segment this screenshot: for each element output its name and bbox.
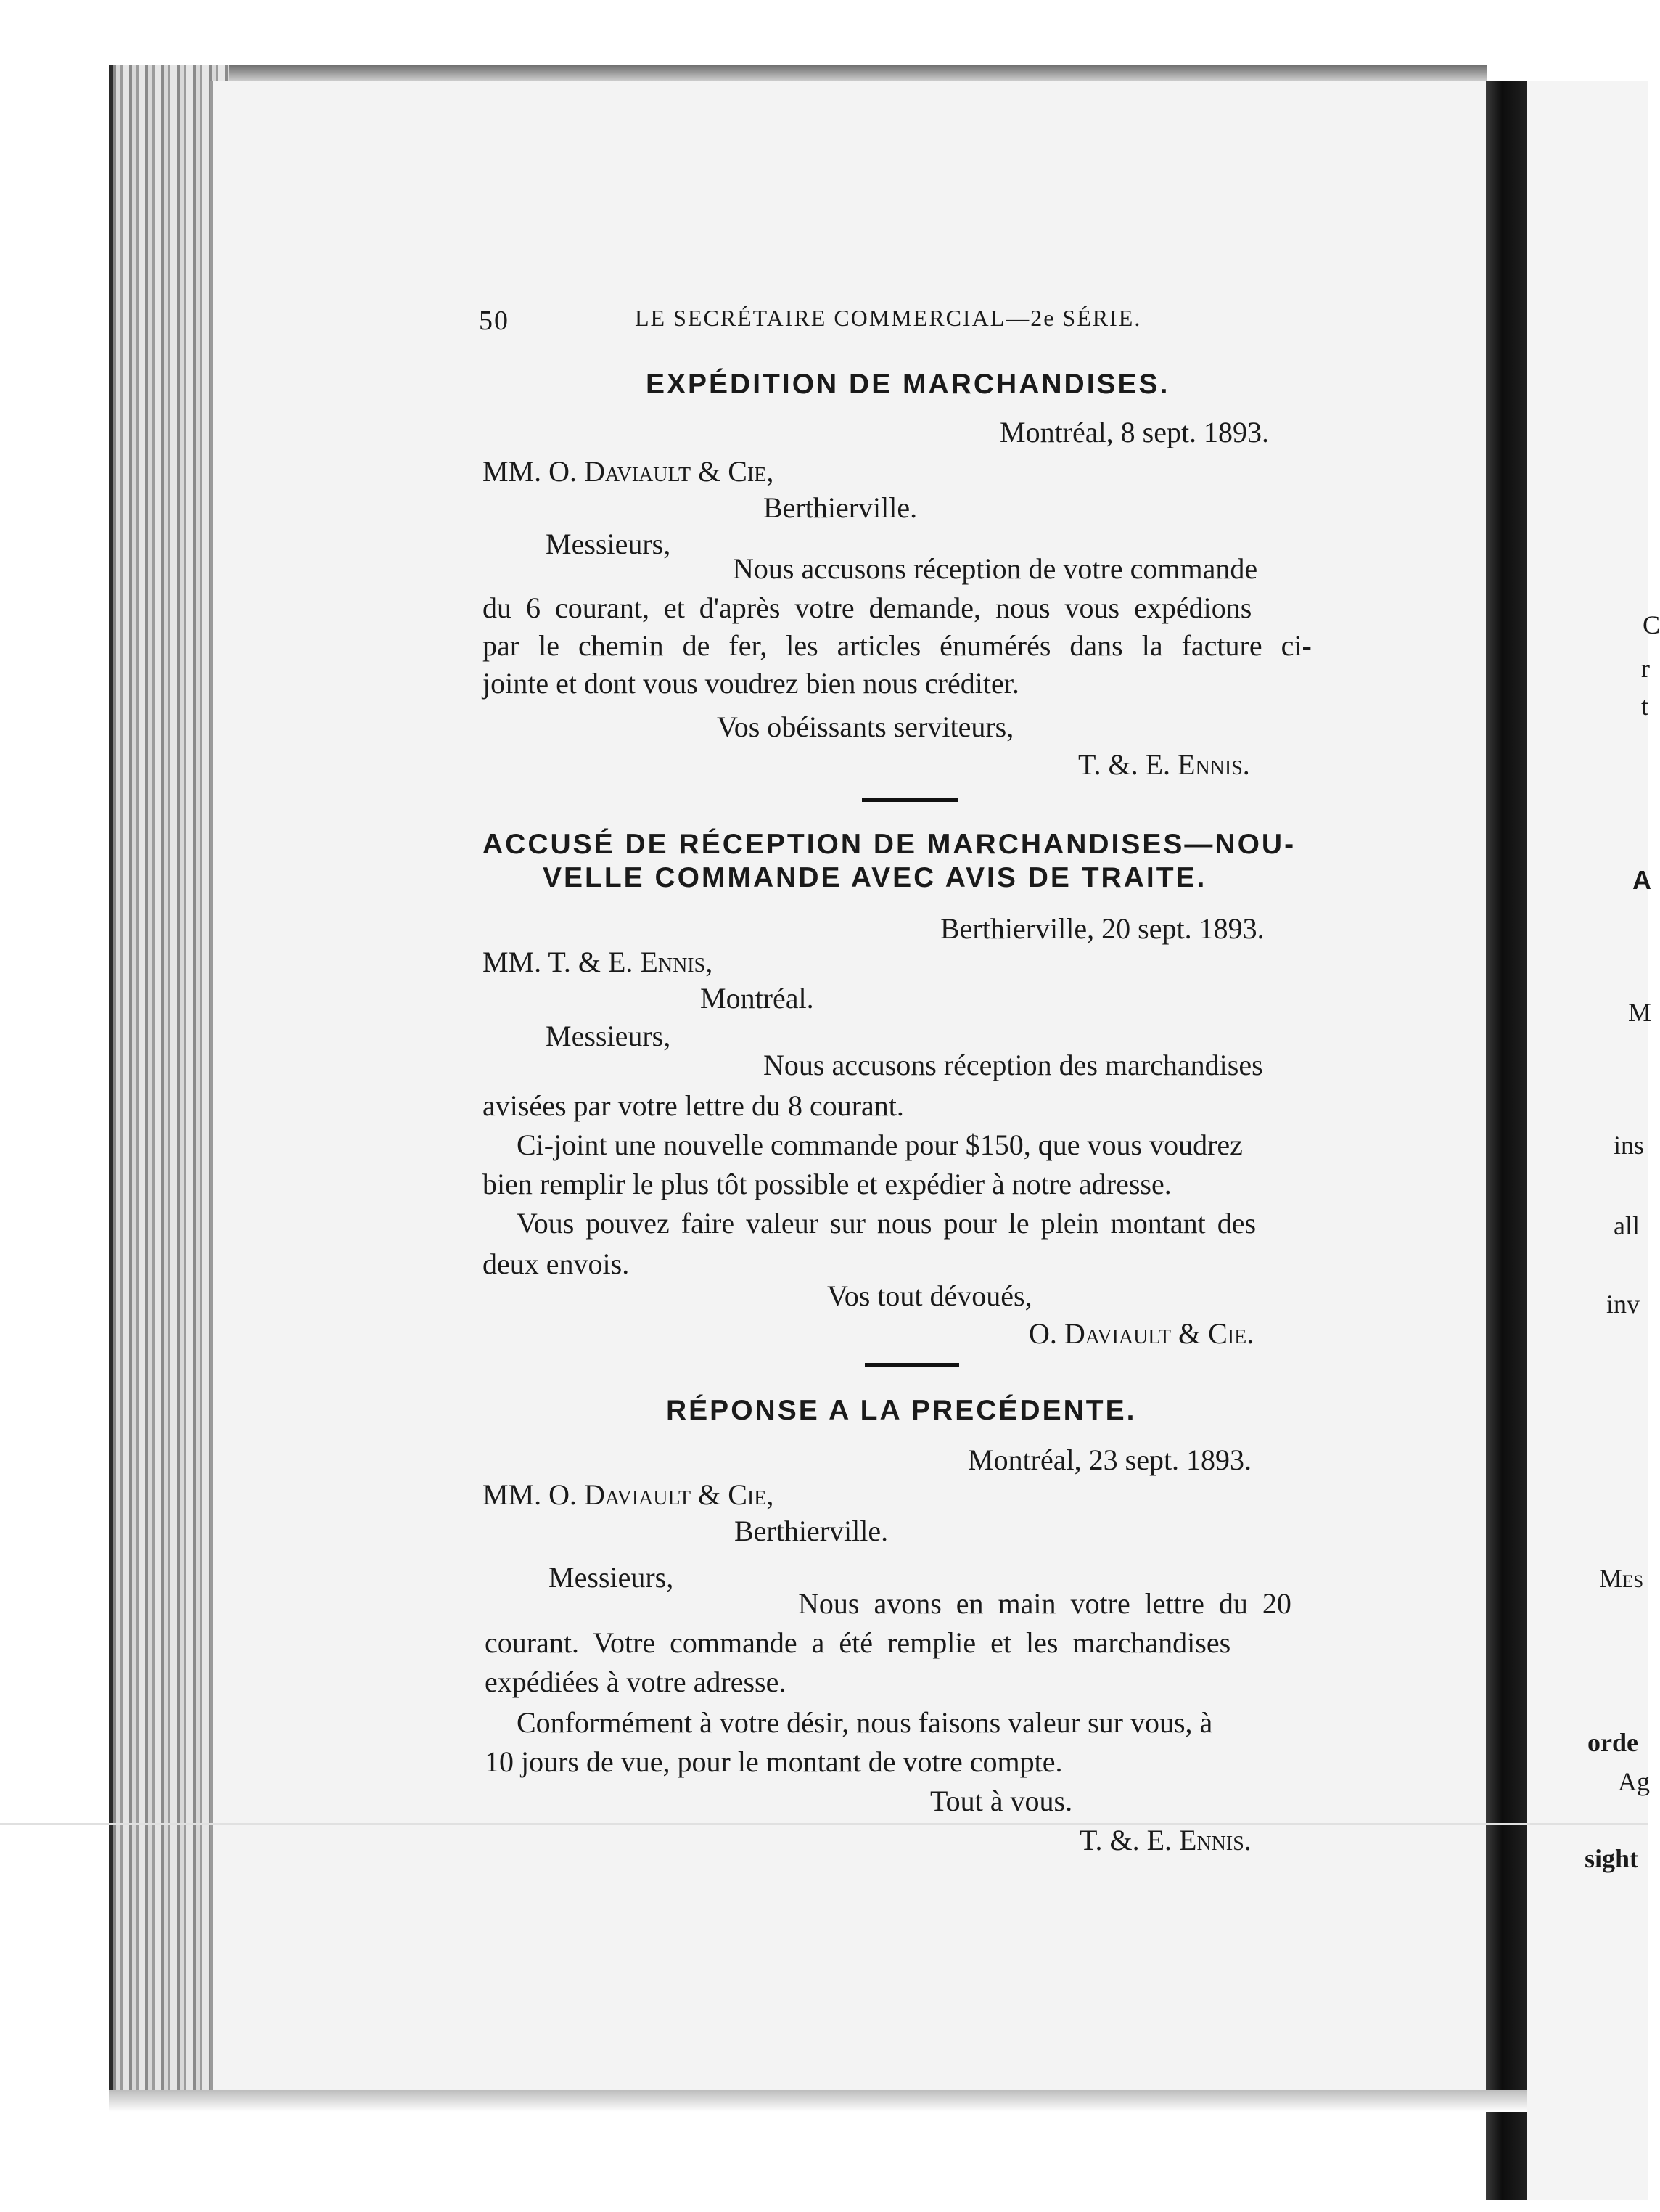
letter3-body-line: 10 jours de vue, pour le montant de votre compte. bbox=[485, 1745, 1063, 1778]
right-fragment: inv bbox=[1606, 1290, 1640, 1319]
right-fragment: all bbox=[1614, 1211, 1640, 1240]
letter1-place: Berthierville. bbox=[763, 491, 918, 524]
right-fragment: t bbox=[1641, 692, 1649, 721]
book-top-edge bbox=[109, 65, 1487, 81]
running-header bbox=[479, 305, 1204, 341]
page-bottom-shadow bbox=[109, 2090, 1527, 2112]
letter3-closing: Tout à vous. bbox=[930, 1785, 1073, 1817]
letter3-addressee: MM. O. Daviault & Cie, bbox=[482, 1478, 774, 1511]
running-title: LE SECRÉTAIRE COMMERCIAL—2e SÉRIE. bbox=[635, 305, 1142, 331]
right-fragment: orde bbox=[1587, 1728, 1638, 1757]
letter1-date: Montréal, 8 sept. 1893. bbox=[1000, 416, 1270, 448]
letter1-addressee: MM. O. Daviault & Cie, bbox=[482, 455, 774, 488]
letter1-salutation: Messieurs, bbox=[546, 528, 671, 560]
right-fragment: Mes bbox=[1599, 1564, 1644, 1593]
letter2-body-line: deux envois. bbox=[482, 1248, 630, 1280]
section-divider bbox=[862, 798, 958, 802]
letter2-heading-line1: ACCUSÉ DE RÉCEPTION DE MARCHANDISES—NOU- bbox=[482, 829, 1297, 860]
section-divider bbox=[865, 1363, 959, 1367]
right-fragment: A bbox=[1632, 865, 1651, 895]
right-fragment: r bbox=[1641, 654, 1650, 683]
letter1-heading: EXPÉDITION DE MARCHANDISES. bbox=[646, 369, 1170, 400]
letter1-body-line: Nous accusons réception de votre commande bbox=[733, 552, 1258, 585]
letter1-closing: Vos obéissants serviteurs, bbox=[717, 710, 1014, 743]
letter2-date: Berthierville, 20 sept. 1893. bbox=[940, 912, 1265, 945]
letter2-body-line: Vous pouvez faire valeur sur nous pour le plein montant des bbox=[517, 1207, 1257, 1240]
letter3-body-line: expédiées à votre adresse. bbox=[485, 1666, 786, 1698]
book-gutter bbox=[1486, 81, 1527, 2200]
letter2-addressee: MM. T. & E. Ennis, bbox=[482, 946, 713, 978]
scan-artifact-line bbox=[0, 1823, 1648, 1825]
letter2-body-line: avisées par votre lettre du 8 courant. bbox=[482, 1089, 904, 1122]
letter3-heading: RÉPONSE A LA PRECÉDENTE. bbox=[666, 1395, 1137, 1426]
letter3-signature: T. &. E. Ennis. bbox=[1080, 1824, 1252, 1856]
right-fragment: ins bbox=[1614, 1131, 1645, 1160]
letter1-body-line: du 6 courant, et d'après votre demande, nous vous expédions bbox=[482, 591, 1252, 624]
letter2-signature: O. Daviault & Cie. bbox=[1029, 1317, 1254, 1350]
right-fragment: Ag bbox=[1618, 1767, 1650, 1796]
letter3-salutation: Messieurs, bbox=[548, 1561, 674, 1594]
letter3-place: Berthierville. bbox=[734, 1515, 889, 1547]
letter1-body-line: par le chemin de fer, les articles énumérés dans la facture ci- bbox=[482, 629, 1312, 662]
letter2-salutation: Messieurs, bbox=[546, 1020, 671, 1052]
letter3-body-line: Nous avons en main votre lettre du 20 bbox=[798, 1587, 1291, 1620]
letter2-body-line: Nous accusons réception des marchandises bbox=[763, 1049, 1263, 1081]
letter2-closing: Vos tout dévoués, bbox=[827, 1279, 1032, 1312]
letter1-body-line: jointe et dont vous voudrez bien nous créditer. bbox=[482, 667, 1019, 700]
page-number: 50 bbox=[479, 306, 509, 336]
letter2-heading-line2: VELLE COMMANDE AVEC AVIS DE TRAITE. bbox=[543, 862, 1207, 893]
right-page-edge bbox=[1527, 81, 1660, 2200]
right-fragment: M bbox=[1628, 998, 1652, 1027]
letter2-place: Montréal. bbox=[700, 982, 814, 1015]
letter1-signature: T. &. E. Ennis. bbox=[1078, 748, 1250, 781]
letter2-body-line: bien remplir le plus tôt possible et expédier à notre adresse. bbox=[482, 1168, 1172, 1200]
right-fragment: C bbox=[1643, 610, 1660, 639]
letter3-date: Montréal, 23 sept. 1893. bbox=[968, 1443, 1252, 1476]
right-fragment: sight bbox=[1585, 1844, 1639, 1873]
letter3-body-line: courant. Votre commande a été remplie et les marchandises bbox=[485, 1626, 1231, 1659]
letter3-body-line: Conformément à votre désir, nous faisons valeur sur vous, à bbox=[517, 1706, 1213, 1739]
letter2-body-line: Ci-joint une nouvelle commande pour $150, que vous voudrez bbox=[517, 1128, 1243, 1161]
